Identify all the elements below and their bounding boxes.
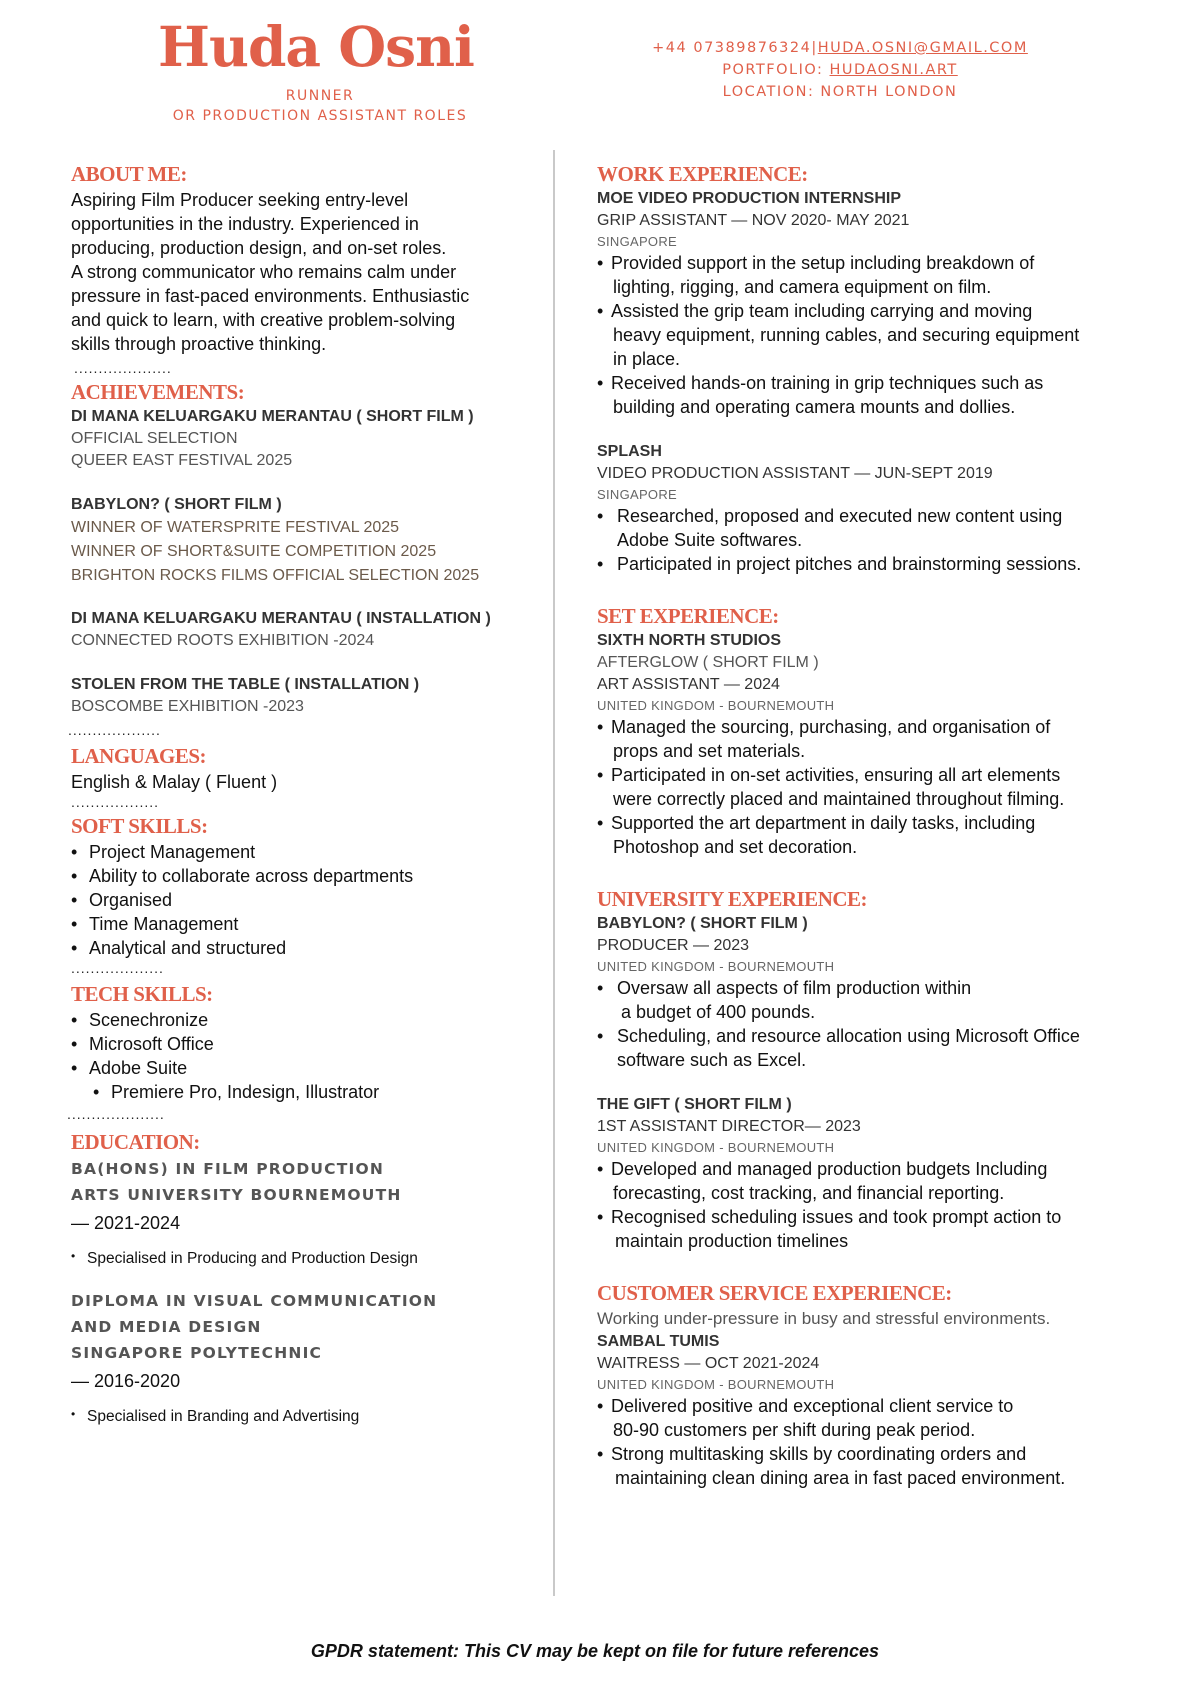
job-bullet: • Participated in on-set activities, ensuring all art elements were correctly placed and maintained throughout filming.: [597, 763, 1157, 811]
soft-skills-title: SOFT SKILLS:: [71, 814, 208, 838]
achievement-detail: QUEER EAST FESTIVAL 2025: [71, 452, 293, 469]
portfolio-label: PORTFOLIO:: [722, 62, 830, 78]
edu-dates: — 2021-2024: [71, 1213, 181, 1233]
achievement-detail: BRIGHTON ROCKS FILMS OFFICIAL SELECTION 2025: [71, 567, 480, 584]
right-column: [597, 160, 1157, 1490]
about-line: skills through proactive thinking.: [71, 334, 327, 354]
about-line: Aspiring Film Producer seeking entry-level: [71, 190, 409, 210]
job-bullet: • Received hands-on training in grip techniques such as building and operating camera mounts and dollies.: [597, 371, 1157, 419]
about-line: and quick to learn, with creative problem-solving: [71, 310, 456, 330]
edu-degree: BA(HONS) IN FILM PRODUCTION: [71, 1160, 385, 1178]
job-role: GRIP ASSISTANT — NOV 2020- MAY 2021: [597, 212, 910, 229]
dotted-separator: ..................: [71, 794, 160, 810]
dotted-separator: ....................: [67, 1106, 165, 1122]
soft-skill-item: • Ability to collaborate across departments: [71, 864, 531, 888]
tech-skill-item: • Adobe Suite: [71, 1056, 531, 1080]
tech-skill-subitem: • Premiere Pro, Indesign, Illustrator: [71, 1080, 531, 1104]
about-line: pressure in fast-paced environments. Enthusiastic: [71, 286, 470, 306]
edu-institution: SINGAPORE POLYTECHNIC: [71, 1344, 323, 1362]
job-role: 1ST ASSISTANT DIRECTOR— 2023: [597, 1118, 861, 1135]
job-project: THE GIFT ( SHORT FILM ): [597, 1096, 792, 1113]
job-company: SPLASH: [597, 443, 662, 460]
languages-text: English & Malay ( Fluent ): [71, 772, 278, 792]
job-bullet: • Supported the art department in daily tasks, including Photoshop and set decoration.: [597, 811, 1157, 859]
column-divider: [553, 150, 555, 1596]
job-location: SINGAPORE: [597, 234, 677, 249]
job-project: AFTERGLOW ( SHORT FILM ): [597, 654, 819, 671]
role-line-1: RUNNER: [285, 88, 355, 104]
job-bullet: • Strong multitasking skills by coordinating orders and maintaining clean dining area in fast paced environment.: [597, 1442, 1157, 1490]
customer-service-intro: Working under-pressure in busy and stressful environments.: [597, 1309, 1051, 1328]
job-company: SIXTH NORTH STUDIOS: [597, 632, 782, 649]
work-experience-title: WORK EXPERIENCE:: [597, 162, 808, 186]
customer-service-title: CUSTOMER SERVICE EXPERIENCE:: [597, 1281, 952, 1305]
edu-note: • Specialised in Producing and Production Design: [71, 1248, 531, 1270]
tech-skill-item: • Microsoft Office: [71, 1032, 531, 1056]
role-line-2: OR PRODUCTION ASSISTANT ROLES: [172, 108, 468, 124]
job-role: ART ASSISTANT — 2024: [597, 676, 780, 693]
job-bullet: • Managed the sourcing, purchasing, and organisation of props and set materials.: [597, 715, 1157, 763]
job-project: BABYLON? ( SHORT FILM ): [597, 915, 808, 932]
job-location: SINGAPORE: [597, 487, 677, 502]
achievement-detail: CONNECTED ROOTS EXHIBITION -2024: [71, 632, 375, 649]
contact-block: [560, 37, 1120, 103]
about-line: A strong communicator who remains calm under: [71, 262, 457, 282]
about-title: ABOUT ME:: [71, 162, 187, 186]
edu-note: • Specialised in Branding and Advertising: [71, 1406, 531, 1428]
dotted-separator: ...................: [71, 960, 164, 976]
job-company: SAMBAL TUMIS: [597, 1333, 720, 1350]
soft-skill-item: • Time Management: [71, 912, 531, 936]
dotted-separator: ...................: [68, 722, 161, 738]
achievement-detail: WINNER OF WATERSPRITE FESTIVAL 2025: [71, 519, 400, 536]
job-role: PRODUCER — 2023: [597, 937, 750, 954]
candidate-name: Huda Osni: [158, 14, 474, 79]
job-location: UNITED KINGDOM - BOURNEMOUTH: [597, 1140, 835, 1155]
tech-skills-title: TECH SKILLS:: [71, 982, 213, 1006]
job-bullet: • Delivered positive and exceptional client service to 80-90 customers per shift during peak period.: [597, 1394, 1157, 1442]
job-bullet: • Participated in project pitches and brainstorming sessions.: [597, 552, 1157, 576]
edu-degree: AND MEDIA DESIGN: [71, 1318, 262, 1336]
about-text: [71, 188, 531, 356]
phone-number: +44 07389876324: [652, 40, 812, 56]
about-line: producing, production design, and on-set roles.: [71, 238, 447, 258]
left-column: [67, 160, 531, 1428]
edu-degree: DIPLOMA IN VISUAL COMMUNICATION: [71, 1292, 438, 1310]
tech-skill-item: • Scenechronize: [71, 1008, 531, 1032]
job-bullet: • Provided support in the setup including breakdown of lighting, rigging, and camera equipment on film.: [597, 251, 1157, 299]
job-bullet: • Developed and managed production budgets Including forecasting, cost tracking, and financial reporting.: [597, 1157, 1157, 1205]
job-bullet: • Scheduling, and resource allocation using Microsoft Office software such as Excel.: [597, 1024, 1157, 1072]
set-experience-title: SET EXPERIENCE:: [597, 604, 779, 628]
job-company: MOE VIDEO PRODUCTION INTERNSHIP: [597, 190, 902, 207]
edu-dates: — 2016-2020: [71, 1371, 181, 1391]
job-location: UNITED KINGDOM - BOURNEMOUTH: [597, 698, 835, 713]
education-title: EDUCATION:: [71, 1130, 200, 1154]
location: LOCATION: NORTH LONDON: [722, 84, 958, 100]
achievement-title: STOLEN FROM THE TABLE ( INSTALLATION ): [71, 676, 420, 693]
soft-skill-item: • Analytical and structured: [71, 936, 531, 960]
achievements-title: ACHIEVEMENTS:: [71, 380, 245, 404]
achievement-title: BABYLON? ( SHORT FILM ): [71, 496, 282, 513]
languages-title: LANGUAGES:: [71, 744, 207, 768]
job-bullet: • Recognised scheduling issues and took prompt action to maintain production timelines: [597, 1205, 1157, 1253]
email-link[interactable]: HUDA.OSNI@GMAIL.COM: [817, 40, 1028, 56]
target-role: [120, 86, 520, 126]
soft-skill-item: • Project Management: [71, 840, 531, 864]
job-role: VIDEO PRODUCTION ASSISTANT — JUN-SEPT 2019: [597, 465, 993, 482]
achievement-title: DI MANA KELUARGAKU MERANTAU ( SHORT FILM ): [71, 408, 474, 425]
job-bullet: • Oversaw all aspects of film production within a budget of 400 pounds.: [597, 976, 1157, 1024]
job-bullet: • Assisted the grip team including carrying and moving heavy equipment, running cables, and securing equipment in place.: [597, 299, 1157, 371]
job-role: WAITRESS — OCT 2021-2024: [597, 1355, 820, 1372]
achievement-detail: BOSCOMBE EXHIBITION -2023: [71, 698, 304, 715]
gdpr-statement: GPDR statement: This CV may be kept on file for future references: [310, 1641, 880, 1661]
portfolio-link[interactable]: HUDAOSNI.ART: [829, 62, 958, 78]
university-experience-title: UNIVERSITY EXPERIENCE:: [597, 887, 868, 911]
achievement-detail: WINNER OF SHORT&SUITE COMPETITION 2025: [71, 543, 437, 560]
dotted-separator: ....................: [74, 360, 172, 376]
soft-skill-item: • Organised: [71, 888, 531, 912]
achievement-title: DI MANA KELUARGAKU MERANTAU ( INSTALLATION ): [71, 610, 491, 627]
job-location: UNITED KINGDOM - BOURNEMOUTH: [597, 1377, 835, 1392]
achievement-detail: OFFICIAL SELECTION: [71, 430, 238, 447]
about-line: opportunities in the industry. Experienced in: [71, 214, 419, 234]
edu-institution: ARTS UNIVERSITY BOURNEMOUTH: [71, 1186, 402, 1204]
job-location: UNITED KINGDOM - BOURNEMOUTH: [597, 959, 835, 974]
contact-separator: |: [811, 40, 818, 56]
job-bullet: • Researched, proposed and executed new content using Adobe Suite softwares.: [597, 504, 1157, 552]
